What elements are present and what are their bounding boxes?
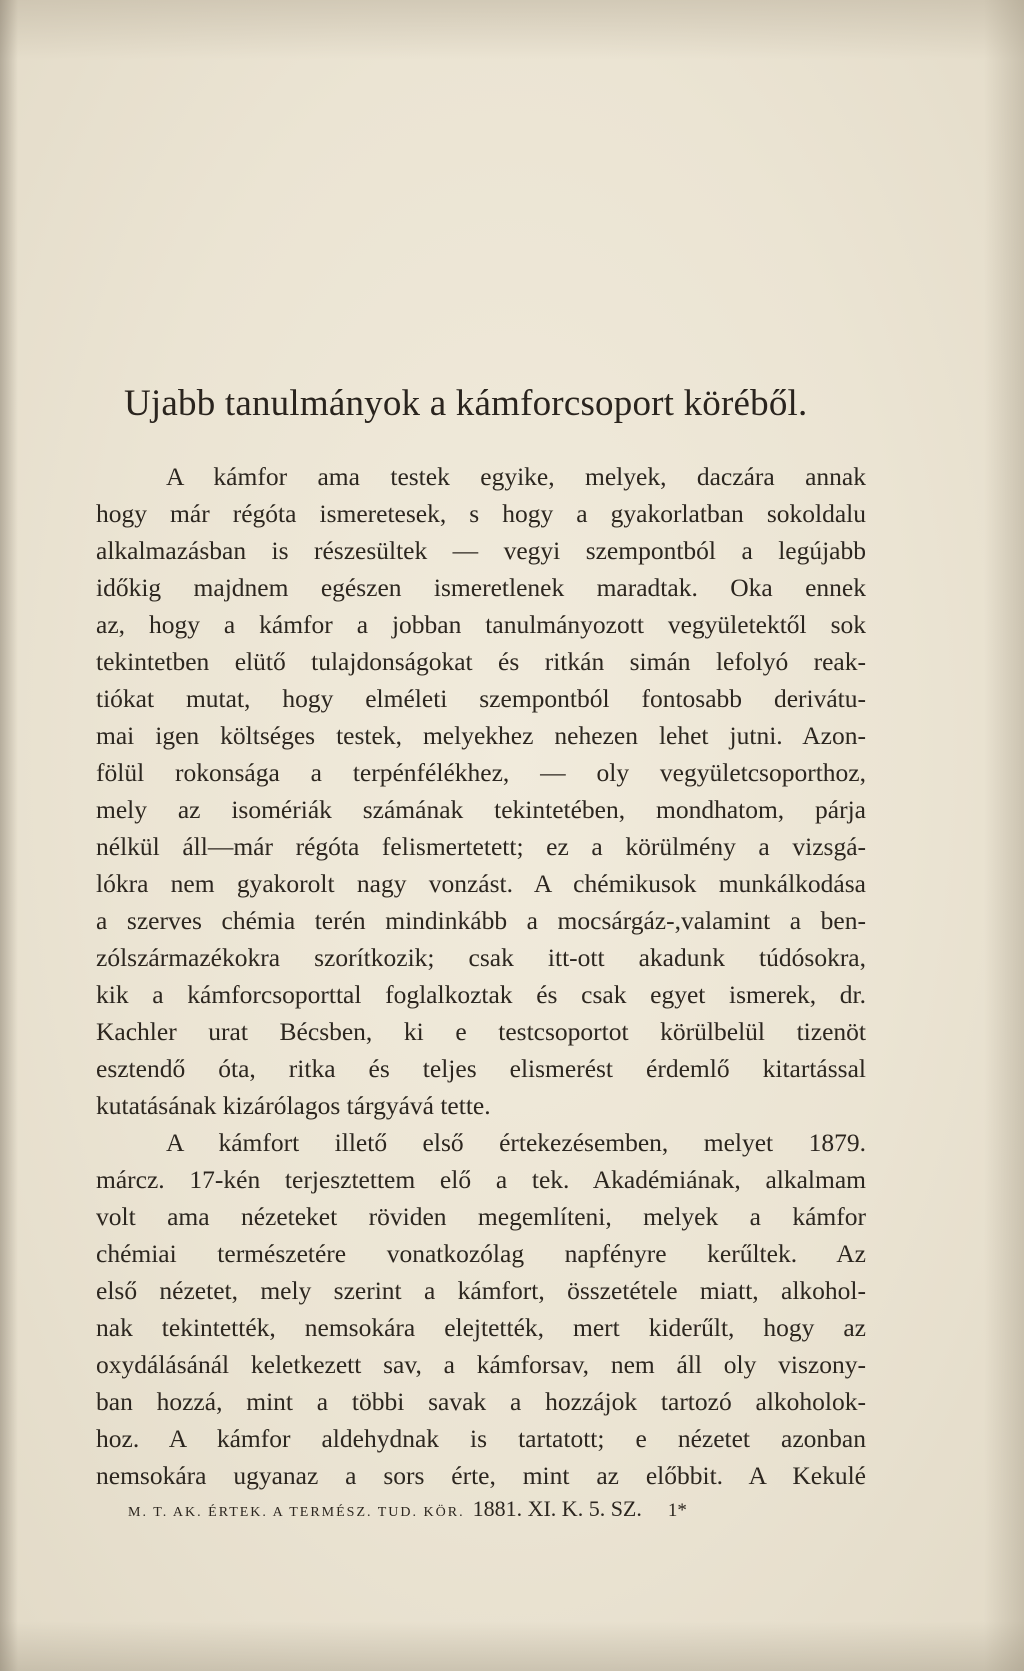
text-line: oxydálásánál keletkezett sav, a kámforsav, nem áll oly viszony- <box>96 1350 866 1379</box>
text-line: időkig majdnem egészen ismeretlenek maradtak. Oka ennek <box>96 573 866 602</box>
text-line: alkalmazásban is részesültek — vegyi szempontból a legújabb <box>96 536 866 565</box>
text-line: hoz. A kámfor aldehydnak is tartatott; e nézetet azonban <box>96 1424 866 1453</box>
text-line: nemsokára ugyanaz a sors érte, mint az előbbit. A Kekulé <box>96 1461 866 1490</box>
page-shadow-top <box>0 0 1024 60</box>
text-line: chémiai természetére vonatkozólag napfényre kerűltek. Az <box>96 1239 866 1268</box>
text-line: nélkül áll—már régóta felismertetett; ez a körülmény a vizsgá- <box>96 832 866 861</box>
text-line: kutatásának kizárólagos tárgyává tette. <box>96 1091 491 1120</box>
signature-mark: 1* <box>667 1500 687 1521</box>
page-shadow-left <box>0 0 18 1671</box>
text-line: esztendő óta, ritka és teljes elismerést érdemlő kitartással <box>96 1054 866 1083</box>
page-footer <box>128 1496 687 1522</box>
issue-reference: 1881. XI. K. 5. SZ. <box>472 1496 642 1521</box>
text-line: hogy már régóta ismeretesek, s hogy a gyakorlatban sokoldalu <box>96 499 866 528</box>
page-shadow-bottom <box>0 1621 1024 1671</box>
text-line: márcz. 17-kén terjesztettem elő a tek. Akadémiának, alkalmam <box>96 1165 866 1194</box>
article-body <box>96 458 866 1494</box>
text-line: mai igen költséges testek, melyekhez nehezen lehet jutni. Azon- <box>96 721 866 750</box>
text-line: tiókat mutat, hogy elméleti szempontból fontosabb derivátu- <box>96 684 866 713</box>
article-title: Ujabb tanulmányok a kámforcsoport köréből. <box>124 383 808 424</box>
text-line: a szerves chémia terén mindinkább a mocsárgáz-,valamint a ben- <box>96 906 866 935</box>
text-line: tekintetben elütő tulajdonságokat és ritkán simán lefolyó reak- <box>96 647 866 676</box>
text-line: nak tekintették, nemsokára elejtették, mert kiderűlt, hogy az <box>96 1313 866 1342</box>
text-line: első nézetet, mely szerint a kámfort, összetétele miatt, alkohol- <box>96 1276 866 1305</box>
text-line: zólszármazékokra szorítkozik; csak itt-ott akadunk túdósokra, <box>96 943 866 972</box>
text-line: mely az isomériák számának tekintetében, mondhatom, párja <box>96 795 866 824</box>
text-line: lókra nem gyakorolt nagy vonzást. A chémikusok munkálkodása <box>96 869 866 898</box>
text-line: A kámfort illető első értekezésemben, melyet 1879. <box>166 1128 866 1157</box>
text-line: Kachler urat Bécsben, ki e testcsoportot körülbelül tizenöt <box>96 1017 866 1046</box>
text-line: kik a kámforcsoporttal foglalkoztak és csak egyet ismerek, dr. <box>96 980 866 1009</box>
text-line: ban hozzá, mint a többi savak a hozzájok tartozó alkoholok- <box>96 1387 866 1416</box>
text-line: az, hogy a kámfor a jobban tanulmányozott vegyületektől sok <box>96 610 866 639</box>
text-line: A kámfor ama testek egyike, melyek, daczára annak <box>166 462 866 491</box>
page-shadow-right <box>984 0 1024 1671</box>
text-line: volt ama nézeteket röviden megemlíteni, melyek a kámfor <box>96 1202 866 1231</box>
journal-reference: M. T. AK. ÉRTEK. A TERMÉSZ. TUD. KÖR. <box>128 1505 465 1520</box>
text-line: fölül rokonsága a terpénfélékhez, — oly vegyületcsoporthoz, <box>96 758 866 787</box>
